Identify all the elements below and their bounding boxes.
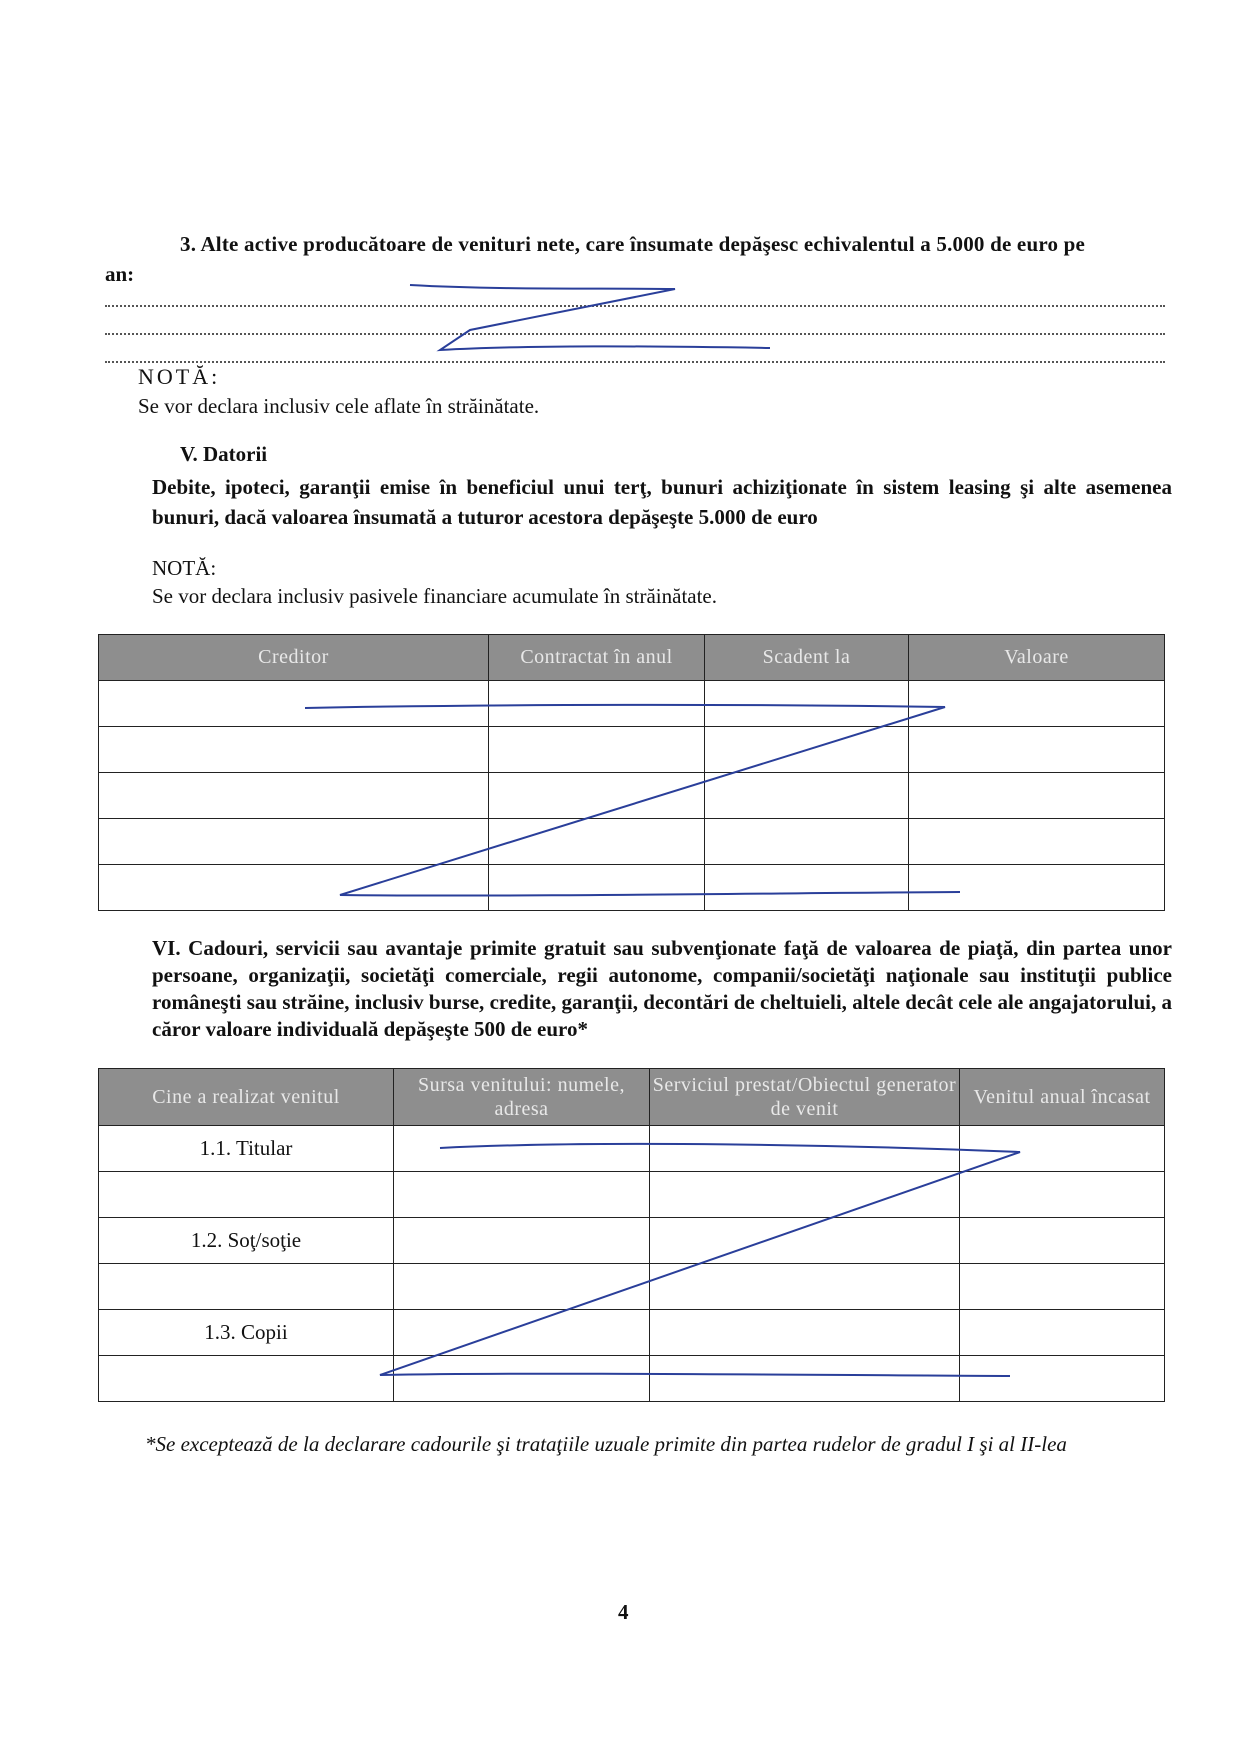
z-mark-gifts-table: [380, 1144, 1020, 1376]
section5-note-label: NOTĂ:: [152, 556, 217, 580]
section3-title-continuation: an:: [105, 262, 135, 286]
header-due-date: Scadent la: [705, 635, 909, 681]
section3-title: 3. Alte active producătoare de venituri nete, care însumate depăşesc echivalentul a 5.000 de euro pe: [180, 232, 1086, 256]
header-service-object: Serviciul prestat/Obiectul generator de venit: [650, 1069, 960, 1126]
page-number: 4: [618, 1600, 629, 1624]
footnote: *Se exceptează de la declarare cadourile şi trataţiile uzuale primite din partea rudelor de gradul I şi al II-lea: [145, 1432, 1067, 1456]
row-label: 1.1. Titular: [99, 1126, 394, 1172]
section5-note-text: Se vor declara inclusiv pasivele financiare acumulate în străinătate.: [152, 584, 718, 608]
z-mark-section3: [410, 285, 770, 350]
section3-note-text: Se vor declara inclusiv cele aflate în străinătate.: [138, 394, 540, 418]
header-who-earned: Cine a realizat venitul: [99, 1069, 394, 1126]
row-label: 1.3. Copii: [99, 1310, 394, 1356]
section6-description: VI. Cadouri, servicii sau avantaje primite gratuit sau subvenţionate faţă de valoarea de piaţă, din partea unor persoane, organizaţii, societăţi comerciale, regii autonome, companii/societăţi naţionale sau instituţii publice româneşti sau străine, inclusiv burse, credite, garanţii, decontări de cheltuieli, altele decât cele ale angajatorului, a căror valoare individuală depăşeşte 500 de euro*: [152, 936, 1172, 1041]
z-mark-debts-table: [305, 705, 960, 896]
section5-description: Debite, ipoteci, garanţii emise în beneficiul unui terţ, bunuri achiziţionate în sistem leasing şi alte asemenea bunuri, dacă valoarea însumată a tuturor acestora depăşeşte 5.000 de euro: [152, 475, 1172, 529]
row-label: 1.2. Soţ/soţie: [99, 1218, 394, 1264]
header-value: Valoare: [909, 635, 1165, 681]
section3-note-label: NOTĂ:: [138, 364, 221, 389]
section5-title: V. Datorii: [180, 442, 268, 466]
header-annual-income: Venitul anual încasat: [960, 1069, 1165, 1126]
header-income-source: Sursa venitului: numele, adresa: [394, 1069, 650, 1126]
header-contracted-year: Contractat în anul: [489, 635, 705, 681]
header-creditor: Creditor: [99, 635, 489, 681]
